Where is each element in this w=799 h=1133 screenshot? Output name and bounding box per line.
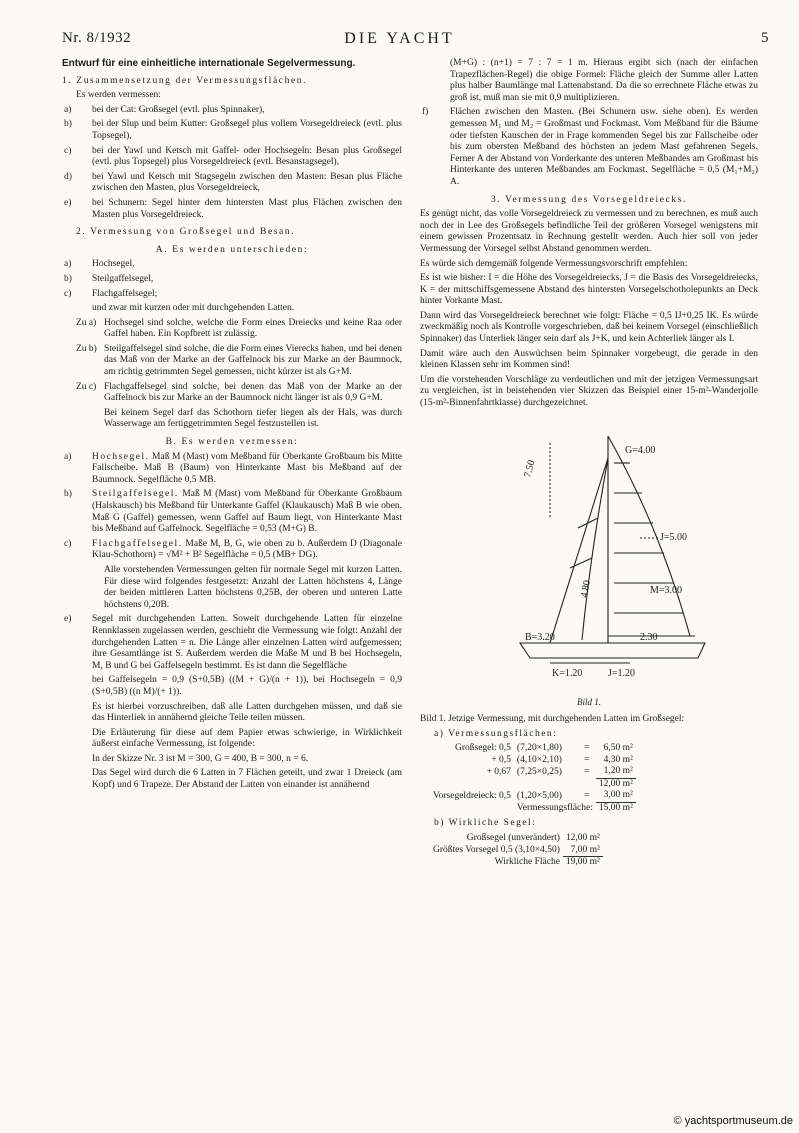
list-item-text: bei der Cat: Großsegel (evtl. plus Spinnaker),	[92, 104, 265, 115]
list-item-label: b)	[64, 119, 72, 130]
calc-expr: (7,20×1,80)	[516, 743, 562, 754]
list-item-text: Maß M (Mast) vom Meßband für Oberkante Großbaum bis Mitte Fallscheibe. Maß B (Baum) von Hinterkante Mast bis Meßband auf der Baumnock. Segelfläche 0,5 MB.	[92, 451, 402, 485]
figure-caption: Bild 1.	[577, 696, 601, 707]
wirklich-row	[430, 857, 603, 869]
jib-leech	[582, 458, 608, 640]
calc-a-sum-row	[430, 778, 636, 790]
list-item-text: Hochsegel,	[92, 259, 135, 270]
label-m: M=3.00	[650, 584, 683, 596]
section-2b-list	[62, 452, 402, 562]
list-item-name: Flachgaffelsegel.	[92, 538, 183, 549]
calc-row	[430, 766, 636, 778]
erlaeuterung-paragraph: Die Erläuterung für diese auf dem Papier etwas schwierige, in Wirklichkeit äußerst einfache Vermessung, ist folgende:	[92, 727, 402, 750]
sail-sketch-svg	[490, 418, 720, 693]
continuation-paragraph: (M+G) : (n+1) = 7 : 7 = 1 m. Hieraus ergibt sich (nach der einfachen Trapezflächen-Regel) die obige Formel: Fläche gleich der Summe aller Latten plus halber Baumlänge mal Lattenabstand. Da die so errechnete Fläche etwas zu groß ist, muß man sie mit 0,9 multiplizieren.	[450, 58, 758, 103]
label-i: 4.80	[579, 579, 593, 599]
label-j2: J=1.20	[608, 667, 636, 679]
label-j: J=5.00	[660, 531, 688, 543]
item-f-label: f)	[422, 107, 429, 118]
list-item-label: c)	[64, 288, 72, 299]
b-heading: b) Wirkliche Segel:	[434, 818, 537, 829]
calc-label: Großsegel (unverändert)	[466, 833, 560, 843]
calc-value: 12,00 m²	[565, 833, 600, 843]
left-column	[62, 58, 402, 795]
list-item-text: Maße M, B, G, wie oben zu b. Außerdem D (Diagonale Klau-Schothorn) = √M² + B² Segelfläche = 0,5 (MB+ DG).	[92, 538, 403, 561]
list-item	[62, 539, 402, 562]
wirklich-val: 19,00 m²	[563, 857, 603, 869]
list-item-text: bei der Slup und beim Kutter: Großsegel plus vollem Vorsegeldreieck (evtl. plus Topsegel),	[92, 119, 402, 141]
section-2a-note: und zwar mit kurzen oder mit durchgehenden Latten.	[92, 303, 295, 314]
calc-row	[430, 743, 636, 755]
list-item	[62, 382, 402, 405]
section-2-heading: 2. Vermessung von Großsegel und Besan.	[76, 227, 296, 238]
section-2a-list	[62, 259, 402, 300]
list-item-text: Flachgaffelsegel sind solche, bei denen das Maß von der Marke an der Gaffelnock bis zur Marke an der Baumnock nicht länger ist als 0,9 G+M.	[104, 381, 402, 404]
forestay-line	[550, 458, 608, 643]
jib-batten-1	[578, 518, 598, 528]
calc-value: 6,50 m²	[603, 743, 633, 754]
calc-eq: =	[583, 743, 590, 754]
section-1-intro: Es werden vermessen:	[76, 90, 161, 101]
schothorn-paragraph: Bei keinem Segel darf das Schothorn tiefer liegen als der Hals, was durch Wasserwage am fertiggetrimmten Segel festzustellen ist.	[104, 407, 402, 430]
list-item-label: d)	[64, 171, 72, 182]
list-item-text: bei Yawl und Ketsch mit Stagsegeln zwischen den Masten: Besan plus Fläche zwischen den Masten, plus Vorsegeldreieck,	[92, 171, 402, 194]
museum-watermark: © yachtsportmuseum.de	[673, 1115, 793, 1127]
item-f	[420, 107, 758, 188]
calc-value: 1,20 m²	[603, 766, 633, 777]
list-item	[62, 146, 402, 169]
segel-paragraph: Das Segel wird durch die 6 Latten in 7 Flächen geteilt, und zwar 1 Dreieck (am Kopf) und 6 Trapeze. Der Abstand der Latten von einander ist annähernd	[92, 768, 402, 791]
section-1-list	[62, 105, 402, 221]
calc-label: Größtes Vorsegel 0,5 (3,10×4,50)	[433, 844, 560, 855]
label-b2: 2.30	[640, 631, 658, 643]
list-item	[62, 198, 402, 221]
issue-number: Nr. 8/1932	[62, 30, 132, 46]
item-e	[62, 614, 402, 672]
list-item-label: Zu a)	[76, 317, 97, 328]
list-item-label: b)	[64, 489, 72, 500]
skizze-paragraph: In der Skizze Nr. 3 ist M = 300, G = 400, B = 300, n = 6.	[92, 753, 309, 764]
calc-label: + 0,67	[486, 766, 511, 777]
vorsegel-expr: (1,20×5,00)	[516, 790, 562, 801]
list-item	[62, 489, 402, 535]
s3-paragraph-4: Dann wird das Vorsegeldreieck berechnet wie folgt: Fläche = 0,5 IJ+0,25 IK. Es würde zweckmäßig noch als Kontrolle vorgeschrieben, daß bei keinem Vorsegel (einschließlich Spinnaker) das Unterliek länger sein darf als J+K, und kein Achterliek länger als I.	[420, 310, 758, 345]
zu-list	[62, 318, 402, 405]
s3-paragraph-2: Es würde sich demgemäß folgende Vermessungsvorschrift empfehlen:	[420, 258, 688, 269]
list-item-text: Flachgaffelsegel;	[92, 288, 158, 299]
list-item-text: Steilgaffelsegel,	[92, 273, 154, 284]
page-number: 5	[761, 30, 769, 46]
s3-paragraph-6: Um die vorstehenden Vorschläge zu verdeutlichen und mit der jetzigen Vermessungsart zu vergleichen, ist in beistehenden vier Skizzen das Beispiel einer 15-m²-Wanderjolle (15-m²-Binnenfahrtklasse) durchgezeichnet.	[420, 374, 758, 409]
s3-paragraph-5: Damit wäre auch den Auswüchsen beim Spinnaker vorgebeugt, die gerade in den kleinen Klassen sehr im Kommen sind!	[420, 348, 758, 371]
list-item-label: a)	[64, 259, 72, 270]
article-title: Entwurf für eine einheitliche internationale Segelvermessung.	[62, 58, 356, 69]
list-item-name: Steilgaffelsegel.	[92, 489, 179, 500]
list-item-text: Steilgaffelsegel sind solche, die die Form eines Vierecks haben, und bei denen das Maß von der Marke an der Gaffelnock bis zur Marke an der Baumnock, am richtig getrimmten Segel gemessen, nicht kürzer ist als G+M.	[104, 343, 402, 378]
list-item	[62, 105, 402, 117]
calc-expr: (7,25×0,25)	[516, 766, 562, 777]
list-item-label: e)	[64, 197, 72, 208]
calc-label: Großsegel: 0,5	[454, 743, 511, 754]
magazine-title: DIE YACHT	[344, 30, 455, 47]
list-item	[62, 274, 402, 286]
item-f-text: Flächen zwischen den Masten. (Bei Schunern usw. siehe oben). Es werden gemessen M₁ und M₂ = Großmast und Fockmast. Vom Meßband für die Bäume oder tiefsten Kauschen der in Frage kommenden Segel bis zur Fallscheibe oder bis zum obersten Meßband des höchsten an jedem Mast gefahrenen Segels. Ferner A der Abstand von Vorderkante des unteren Meßbandes am Großmast bis Hinterkante des unteren Meßbandes am Fockmast. Segelfläche = 0,5 (M₁+M₂) A.	[450, 107, 758, 187]
s3-paragraph-3: Es ist wie bisher: I = die Höhe des Vorsegeldreiecks, J = die Basis des Vorsegeldreiecks, K = der mittschiffsgemessene Abstand des hintersten Vorsegelschotholepunkts an Deck hinter Vorkante Mast.	[420, 273, 758, 307]
item-e-label: e)	[64, 614, 72, 625]
list-item-text: Hochsegel sind solche, welche die Form eines Dreiecks und keine Raa oder Gaffel haben. Ein Kopfbrett ist zulässig.	[104, 317, 402, 340]
hull-line	[520, 643, 705, 658]
a-heading: a) Vermessungsflächen:	[434, 728, 558, 739]
vermessung-label: Vermessungsfläche:	[516, 802, 593, 813]
vermessung-row	[430, 802, 636, 814]
list-item-label: b)	[64, 273, 72, 284]
vorsegel-eq: =	[583, 790, 590, 801]
list-item-label: a)	[64, 104, 72, 115]
list-item	[62, 452, 402, 487]
formula-paragraph: bei Gaffelsegeln = 0,9 (S+0,5B) ((M + G)/(n + 1)), bei Hochsegeln = 0,9 (S+0,5B) ((n M)/(+ 1)).	[92, 675, 402, 697]
label-k: K=1.20	[552, 667, 583, 679]
vermessung-val: 15,00 m²	[596, 802, 636, 814]
list-item-text: Maß M (Mast) vom Meßband für Oberkante Großbaum (Halskausch) bis Meßband für Unterkante Gaffel (Klaukausch) Maß B wie oben. Maß G (Gaffel) gemessen, wenn Gaffel auf Baum liegt, von Hinterkante Mast bis Meßband auf Gaffelnock. Segelfläche = 0,53 (M+G) B.	[92, 489, 402, 535]
section-1-heading: 1. Zusammensetzung der Vermessungsflächen.	[62, 75, 308, 86]
calc-a-sum: 12,00 m²	[596, 778, 636, 790]
list-item	[62, 259, 402, 271]
list-item-name: Hochsegel.	[92, 451, 150, 462]
section-2b-heading: B. Es werden vermessen:	[165, 437, 299, 448]
calc-value: 7,00 m²	[570, 844, 600, 855]
calc-row	[430, 845, 603, 857]
calc-table-b	[430, 833, 603, 869]
list-item	[62, 119, 402, 142]
list-item-label: c)	[64, 538, 72, 549]
wirklich-label: Wirkliche Fläche	[494, 856, 560, 867]
calc-value: 4,30 m²	[603, 754, 633, 765]
list-item	[62, 172, 402, 195]
right-column	[420, 58, 758, 869]
list-item-label: c)	[64, 145, 72, 156]
calc-eq: =	[583, 766, 590, 777]
kurze-latten-paragraph: Alle vorstehenden Vermessungen gelten für normale Segel mit kurzen Latten. Für diese wird folgendes festgesetzt: Anzahl der Latten höchstens 4, Länge der beiden mittleren Latten höchstens 0,25B, der oberen und unteren Latte höchstens 0,20B.	[104, 564, 402, 610]
section-2a-heading: A. Es werden unterschieden:	[155, 244, 309, 255]
calc-row	[430, 833, 603, 845]
label-mast: 7.50	[522, 458, 538, 479]
sail-sketch-figure	[420, 418, 758, 693]
list-item-text: bei der Yawl und Ketsch mit Gaffel- oder Hochsegeln: Besan plus Großsegel (evtl. plus Topsegel) plus Vorsegeldreieck (evtl. Besanstagsegel),	[92, 145, 402, 168]
vorsegel-label: Vorsegeldreieck: 0,5	[433, 790, 511, 801]
item-e-text: Segel mit durchgehenden Latten. Soweit durchgehende Latten für einzelne Rennklassen zugelassen werden, geschieht die Vermessung wie folgt: Anzahl der durchgehenden Latten = n. Die Länge aller einzelnen Latten wird aufgemessen; ihre Gesamtlänge ist S. Außerdem werden die Maße M und B bei Hochsegeln, M, B und G bei Gaffelsegeln bestimmt. Es ist dann die Segelfläche	[92, 614, 402, 671]
jib-batten-2	[570, 558, 592, 568]
bild-intro: Bild 1. Jetzige Vermessung, mit durchgehenden Latten im Großsegel:	[420, 714, 685, 725]
list-item-text: bei Schunern: Segel hinter dem hintersten Mast plus Flächen zwischen den Masten plus Vorsegeldreieck.	[92, 197, 402, 220]
calc-table-a	[430, 743, 636, 814]
calc-expr: (4,10×2,10)	[516, 754, 562, 765]
hinweis-paragraph: Es ist hierbei vorzuschreiben, daß alle Latten durchgehen müssen, und daß sie das Hinterliek in annähernd gleiche Teile teilen müssen.	[92, 701, 402, 724]
s3-paragraph-1: Es genügt nicht, das volle Vorsegeldreieck zu vermessen und zu berechnen, es muß auch noch der in Lee des Großsegels befindliche Teil der größeren Vorsegel wenigstens mit einem gewissen Prozentsatz in Rechnung gestellt werden. Auch hier soll von jeder Vermessung der Vorsegel selbst Abstand genommen werden.	[420, 209, 758, 254]
list-item	[62, 289, 402, 301]
list-item	[62, 344, 402, 379]
label-b: B=3.20	[525, 631, 555, 643]
list-item-label: a)	[64, 451, 72, 462]
calc-label: + 0,5	[491, 754, 511, 765]
vorsegel-val: 3,00 m²	[603, 790, 633, 801]
calc-eq: =	[583, 754, 590, 765]
section-3-heading: 3. Vermessung des Vorsegeldreiecks.	[490, 194, 688, 205]
calc-row	[430, 755, 636, 767]
label-g: G=4.00	[625, 444, 656, 456]
vorsegel-row	[430, 790, 636, 802]
list-item-label: Zu b)	[76, 343, 97, 354]
list-item	[62, 318, 402, 341]
list-item-label: Zu c)	[76, 381, 97, 392]
